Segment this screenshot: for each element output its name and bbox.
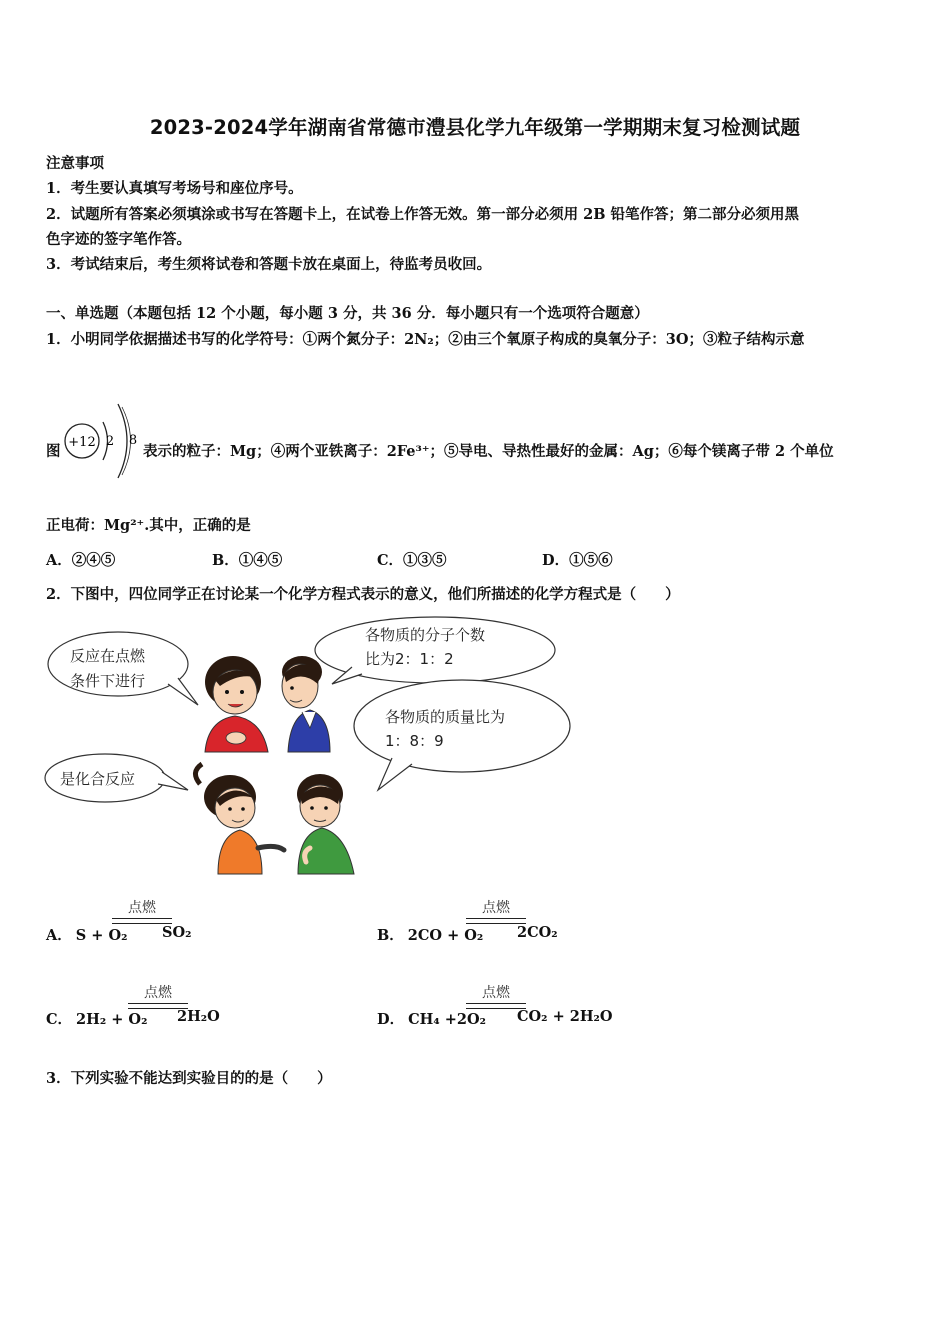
speech-bubble-3: [354, 680, 570, 790]
condition-label: 点燃: [482, 900, 510, 916]
svg-text:1：8：9: 1：8：9: [385, 732, 444, 750]
svg-text:反应在点燃: 反应在点燃: [70, 647, 146, 665]
page-title: 2023-2024学年湖南省常德市澧县化学九年级第一学期期末复习检测试题: [149, 116, 801, 139]
student-boy-blue-shirt: [282, 656, 330, 752]
q1-option-b[interactable]: B．①④⑤: [212, 552, 283, 569]
q2-option-c[interactable]: C． 2H₂ + O₂: [46, 1011, 148, 1028]
question-2-stem: 2．下图中，四位同学正在讨论某一个化学方程式表示的意义，他们所描述的化学方程式是（ ）: [46, 586, 680, 603]
q2-option-c-product: 2H₂O: [177, 1008, 220, 1025]
q1-option-c[interactable]: C．①③⑤: [377, 552, 447, 569]
shell-1-electrons: 2: [105, 434, 115, 449]
notice-heading: 注意事项: [46, 155, 104, 172]
question-1-line3: 正电荷：Mg²⁺.其中，正确的是: [46, 517, 251, 534]
q1-option-d[interactable]: D．①⑤⑥: [542, 552, 613, 569]
q2-option-b-product: 2CO₂: [517, 924, 558, 941]
question-1-line2: 表示的粒子：Mg；④两个亚铁离子：2Fe³⁺；⑤导电、导热性最好的金属：Ag；⑥每个镁离子带 2 个单位: [143, 443, 834, 460]
svg-text:条件下进行: 条件下进行: [70, 672, 146, 690]
q2-option-a-product: SO₂: [162, 924, 192, 941]
svg-text:各物质的分子个数: 各物质的分子个数: [365, 626, 486, 644]
q2-option-b[interactable]: B． 2CO + O₂: [377, 927, 484, 944]
q2-option-d[interactable]: D． CH₄ +2O₂: [377, 1011, 486, 1028]
q2-option-a[interactable]: A． S + O₂: [46, 927, 128, 944]
question-3-stem: 3．下列实验不能达到实验目的的是（ ）: [46, 1070, 332, 1087]
svg-text:是化合反应: 是化合反应: [60, 770, 136, 788]
condition-label: 点燃: [128, 900, 156, 916]
student-girl-orange-shirt: [195, 764, 284, 874]
student-girl-red-shirt: [205, 656, 268, 752]
section-heading: 一、单选题（本题包括 12 个小题，每小题 3 分，共 36 分．每小题只有一个选项符合题意）: [46, 305, 649, 322]
atom-structure-diagram: [60, 398, 145, 484]
question-1-prefix: 图: [46, 443, 61, 460]
condition-label: 点燃: [482, 985, 510, 1001]
speech-bubble-2: [315, 617, 555, 684]
condition-label: 点燃: [144, 985, 172, 1001]
notice-item: 3．考试结束后，考生须将试卷和答题卡放在桌面上，待监考员收回。: [46, 256, 492, 273]
student-boy-green-shirt: [297, 774, 354, 874]
discussion-illustration: [40, 612, 580, 882]
notice-item: 2．试题所有答案必须填涂或书写在答题卡上，在试卷上作答无效。第一部分必须用 2B 铅笔作答；第二部分必须用黑: [46, 206, 800, 223]
q1-option-a[interactable]: A．②④⑤: [46, 552, 116, 569]
speech-bubble-4: [45, 754, 188, 802]
svg-text:比为2：1：2: 比为2：1：2: [365, 650, 454, 668]
speech-bubble-1: [48, 632, 198, 705]
notice-item: 色字迹的签字笔作答。: [46, 231, 191, 248]
svg-text:各物质的质量比为: 各物质的质量比为: [385, 708, 506, 726]
shell-2-electrons: 8: [128, 433, 138, 448]
nucleus-charge: +12: [68, 435, 96, 450]
q2-option-d-product: CO₂ + 2H₂O: [517, 1008, 613, 1025]
notice-item: 1．考生要认真填写考场号和座位序号。: [46, 180, 303, 197]
question-1-line1: 1．小明同学依据描述书写的化学符号：①两个氮分子：2N₂；②由三个氧原子构成的臭氧分子：3O；③粒子结构示意: [46, 331, 805, 348]
